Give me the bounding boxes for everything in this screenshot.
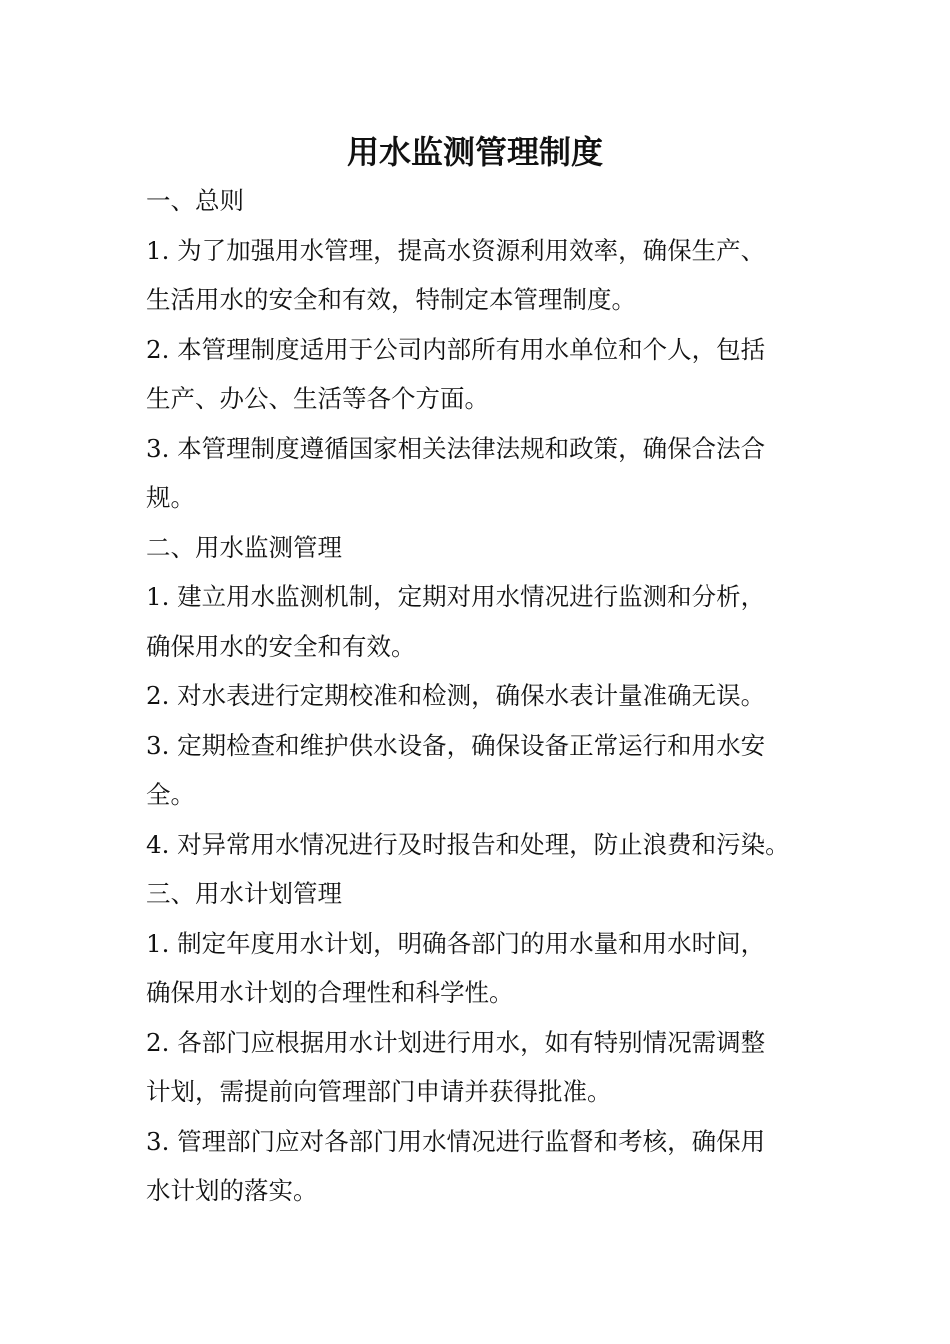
paragraph-line: 1. 建立用水监测机制，定期对用水情况进行监测和分析， bbox=[146, 582, 766, 611]
paragraph-line: 计划，需提前向管理部门申请并获得批准。 bbox=[146, 1077, 612, 1106]
section-heading-general: 一、总则 bbox=[146, 186, 244, 215]
paragraph-line: 生活用水的安全和有效，特制定本管理制度。 bbox=[146, 285, 636, 314]
paragraph-line: 生产、办公、生活等各个方面。 bbox=[146, 384, 489, 413]
paragraph-line: 3. 本管理制度遵循国家相关法律法规和政策，确保合法合 bbox=[146, 433, 766, 463]
paragraph-line: 2. 本管理制度适用于公司内部所有用水单位和个人，包括 bbox=[146, 334, 766, 364]
paragraph-line: 1. 为了加强用水管理，提高水资源利用效率，确保生产、 bbox=[146, 235, 766, 265]
paragraph-line: 水计划的落实。 bbox=[146, 1176, 318, 1205]
document-title: 用水监测管理制度 bbox=[346, 133, 603, 171]
paragraph-line: 确保用水的安全和有效。 bbox=[146, 631, 416, 661]
paragraph-line: 2. 各部门应根据用水计划进行用水，如有特别情况需调整 bbox=[146, 1027, 766, 1057]
section-heading-plan: 三、用水计划管理 bbox=[146, 879, 342, 908]
paragraph-line: 确保用水计划的合理性和科学性。 bbox=[146, 978, 514, 1007]
paragraph-line: 规。 bbox=[146, 483, 195, 512]
document-body bbox=[146, 176, 816, 1216]
paragraph-line: 3. 定期检查和维护供水设备，确保设备正常运行和用水安 bbox=[146, 730, 766, 760]
paragraph-line: 2. 对水表进行定期校准和检测，确保水表计量准确无误。 bbox=[146, 681, 766, 710]
paragraph-line: 3. 管理部门应对各部门用水情况进行监督和考核，确保用 bbox=[146, 1126, 766, 1156]
paragraph-line: 全。 bbox=[146, 780, 195, 809]
section-heading-monitoring: 二、用水监测管理 bbox=[146, 532, 342, 562]
paragraph-line: 1. 制定年度用水计划，明确各部门的用水量和用水时间， bbox=[146, 928, 766, 958]
paragraph-line: 4. 对异常用水情况进行及时报告和处理，防止浪费和污染。 bbox=[146, 829, 790, 859]
